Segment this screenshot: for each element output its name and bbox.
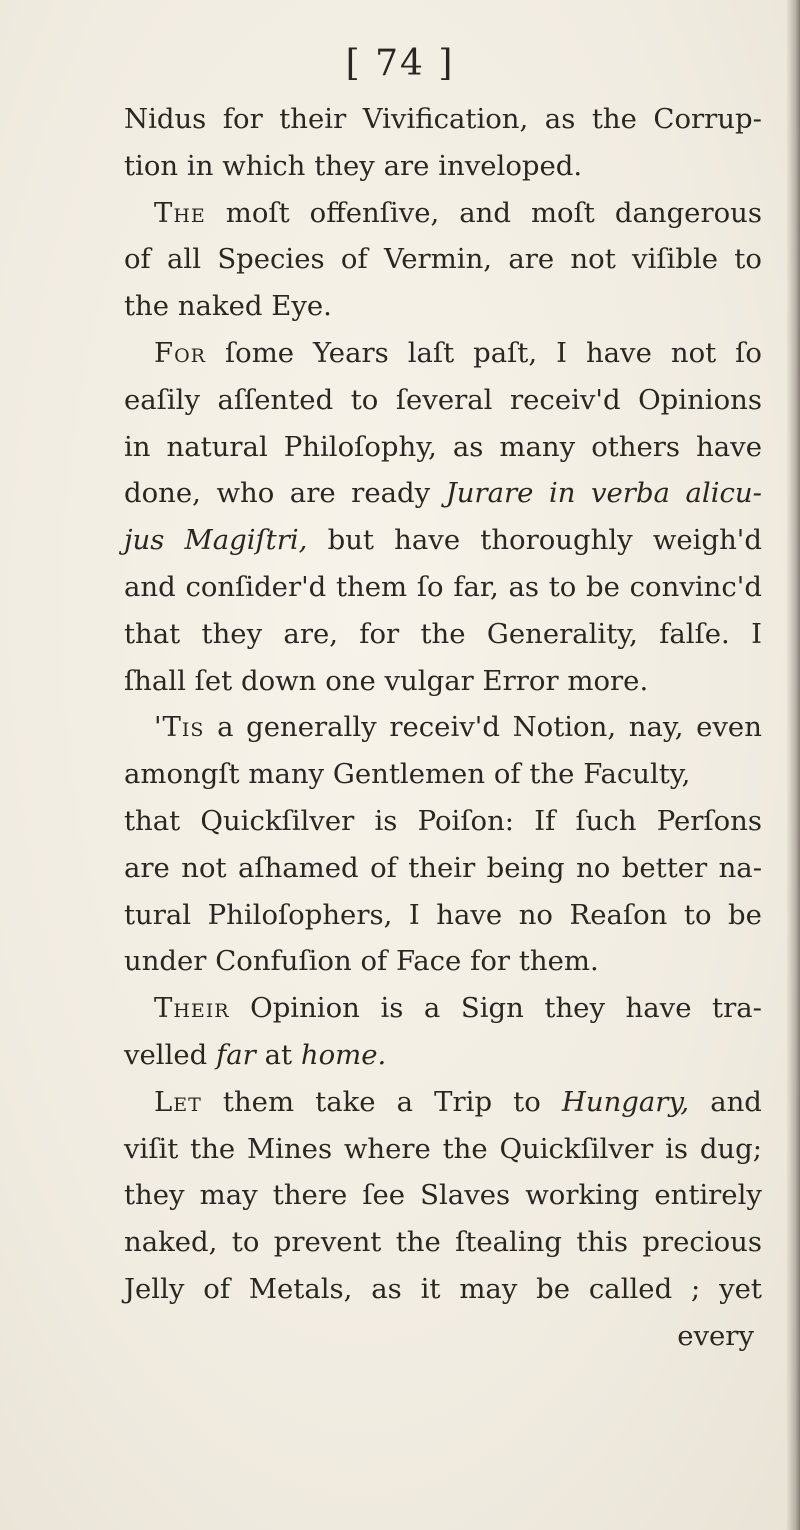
word: the [395, 1226, 441, 1259]
word: are [124, 851, 170, 884]
word: to [350, 383, 379, 416]
text-line [124, 564, 762, 611]
word: in [548, 477, 576, 510]
word: have [625, 992, 692, 1025]
word: of [493, 758, 521, 791]
word: Reaſon [569, 898, 668, 931]
word: aſhamed [238, 851, 359, 884]
text-line [124, 96, 762, 143]
word: of [360, 945, 388, 978]
text-line [124, 985, 762, 1032]
word: Species [217, 243, 325, 276]
word: for [470, 945, 511, 978]
word: be [728, 898, 762, 931]
word: not [181, 851, 227, 884]
word: not [570, 243, 616, 276]
word: dangerous [614, 196, 762, 229]
word: Perſons [656, 804, 762, 837]
word: Error [482, 664, 559, 697]
word: are [289, 477, 336, 510]
word: is [665, 1132, 689, 1165]
word: be [586, 570, 620, 603]
word: ſee [362, 1179, 406, 1212]
text-line [124, 1266, 762, 1313]
word: as [544, 103, 576, 135]
word: called [588, 1272, 673, 1305]
word: even [696, 711, 762, 744]
word: it [420, 1272, 441, 1305]
word: Jelly [124, 1272, 185, 1305]
word: ; [691, 1272, 701, 1305]
word: to [513, 1085, 541, 1118]
word: offenſive, [309, 196, 440, 229]
word: no [576, 851, 611, 884]
word: the [442, 1132, 488, 1165]
word: laſt [407, 336, 455, 369]
word: Magiſtri, [184, 524, 308, 557]
word: ſtealing [455, 1226, 562, 1259]
word: Notion, [512, 711, 617, 744]
word: may [199, 1179, 258, 1212]
word: conſider'd [185, 570, 327, 603]
catchword-line [124, 1313, 762, 1360]
text-line [124, 704, 762, 751]
word: they [201, 617, 263, 650]
word: moſt [530, 196, 595, 229]
word: jus [124, 524, 165, 557]
text-line [124, 377, 762, 424]
word: If [534, 804, 556, 837]
word: Generality, [486, 617, 638, 650]
word: far, [453, 570, 499, 603]
text-line [124, 1079, 762, 1126]
text-line [124, 1219, 762, 1266]
word: where [343, 1132, 431, 1165]
word: the [591, 103, 637, 135]
word: better [621, 851, 708, 884]
word: they [124, 1179, 185, 1212]
text-line [124, 143, 762, 190]
text-line [124, 1172, 762, 1219]
text-line [124, 283, 762, 330]
word: ſhall [124, 664, 186, 697]
word: amongſt [124, 758, 240, 791]
word: of [124, 243, 151, 276]
page-number: [ 74 ] [345, 43, 455, 84]
word: vulgar [384, 664, 474, 697]
word: as [508, 570, 539, 603]
word: Quickſilver [499, 1132, 654, 1165]
word: as [371, 1272, 402, 1305]
word: I [751, 617, 762, 650]
word: which [222, 149, 306, 182]
word: Jurare [445, 477, 534, 510]
word: inveloped. [438, 149, 583, 182]
word: The [154, 196, 206, 229]
word: naked, [124, 1226, 218, 1259]
word: Corrup- [653, 103, 762, 135]
word: prevent [273, 1226, 382, 1259]
word: are [508, 243, 555, 276]
word: ſome [224, 336, 295, 369]
word: ſo [416, 570, 444, 603]
word: tural [124, 898, 192, 931]
word: no [518, 898, 553, 931]
word: Opinion [250, 992, 360, 1025]
word: have [696, 430, 762, 463]
word: ready [351, 477, 431, 510]
word: the [190, 1132, 236, 1165]
word: verba [591, 477, 670, 510]
word: Confuſion [215, 945, 352, 978]
word: Trip [434, 1085, 493, 1118]
word: one [325, 664, 376, 697]
word: of [370, 851, 397, 884]
word: Face [396, 945, 462, 978]
text-line [124, 1126, 762, 1173]
text-line [124, 1032, 762, 1079]
word: precious [642, 1226, 762, 1259]
word: this [576, 1226, 629, 1259]
word: Philoſophy, [283, 430, 437, 463]
word: they [314, 149, 375, 182]
word: viſit [124, 1132, 179, 1165]
word: yet [719, 1272, 762, 1305]
word: them. [518, 945, 599, 978]
word: nay, [628, 711, 684, 744]
word: I [408, 898, 420, 931]
word: is [380, 992, 404, 1025]
word: Slaves [420, 1179, 511, 1212]
text-line [124, 798, 762, 845]
word: Gentlemen [332, 758, 486, 791]
word: are, [283, 617, 338, 650]
word: Vermin, [383, 243, 493, 276]
word: under [124, 945, 207, 978]
word: Vivification, [362, 103, 529, 135]
word: have [394, 524, 461, 557]
text-line [124, 611, 762, 658]
word: at [264, 1038, 293, 1071]
word: Quickſilver [200, 804, 355, 837]
body-text [124, 96, 762, 1360]
word: may [459, 1272, 518, 1305]
word: natural [166, 430, 268, 463]
word: have [436, 898, 503, 931]
word: Let [154, 1085, 202, 1118]
text-line [124, 517, 762, 564]
word: being [486, 851, 565, 884]
word: a [217, 711, 234, 744]
word: there [272, 1179, 348, 1212]
word: to [734, 243, 762, 276]
word: as [452, 430, 484, 463]
word: Opinions [638, 383, 762, 416]
word: receiv'd [389, 711, 500, 744]
word: a [396, 1085, 414, 1118]
word: all [167, 243, 202, 276]
word: who [216, 477, 275, 510]
word: na- [718, 851, 762, 884]
word: Metals, [248, 1272, 353, 1305]
word: thoroughly [480, 524, 633, 557]
word: be [536, 1272, 571, 1305]
text-line [124, 330, 762, 377]
word: tra- [712, 992, 762, 1025]
word: of [203, 1272, 231, 1305]
word: Hungary, [561, 1085, 690, 1118]
word: ſo [735, 336, 762, 369]
word: Their [154, 992, 230, 1025]
word: Eye. [271, 290, 332, 323]
word: that [124, 804, 181, 837]
text-line [124, 236, 762, 283]
word: far [216, 1038, 256, 1071]
word: the [420, 617, 466, 650]
word: in [186, 149, 214, 182]
text-line [124, 845, 762, 892]
word: take [315, 1085, 376, 1118]
word: Years [313, 336, 389, 369]
word: of [340, 243, 368, 276]
word: the [529, 758, 575, 791]
word: others [591, 430, 681, 463]
word: in [124, 430, 151, 463]
word: more. [567, 664, 649, 697]
word: for [359, 617, 400, 650]
word: entirely [654, 1179, 762, 1212]
word: Sign [460, 992, 524, 1025]
word: ſeveral [395, 383, 493, 416]
word: to [548, 570, 577, 603]
page-edge-shadow [786, 0, 800, 1530]
word: 'Tis [154, 711, 205, 744]
word: them [222, 1085, 295, 1118]
word: but [327, 524, 374, 557]
word: their [279, 103, 347, 135]
word: is [374, 804, 398, 837]
word: and [124, 570, 176, 603]
word: that [124, 617, 181, 650]
word: I [556, 336, 567, 369]
word: Nidus [124, 103, 207, 135]
word: not [670, 336, 717, 369]
word: dug; [699, 1132, 762, 1165]
word: them [336, 570, 408, 603]
word: convinc'd [629, 570, 762, 603]
word: viſible [632, 243, 719, 276]
word: and [710, 1085, 762, 1118]
word: paſt, [473, 336, 538, 369]
text-line [124, 892, 762, 939]
word: ſuch [575, 804, 637, 837]
word: and [459, 196, 511, 229]
word: the [124, 290, 170, 323]
word: many [248, 758, 325, 791]
text-line [124, 658, 762, 705]
word: they [544, 992, 605, 1025]
word: are [383, 149, 430, 182]
text-line [124, 424, 762, 471]
word: Poiſon: [417, 804, 515, 837]
word: falſe. [659, 617, 730, 650]
catchword: every [677, 1319, 754, 1352]
word: moſt [225, 196, 290, 229]
word: for [222, 103, 263, 135]
word: have [585, 336, 652, 369]
word: receiv'd [510, 383, 621, 416]
word: eaſily [124, 383, 200, 416]
word: naked [177, 290, 263, 323]
word: many [499, 430, 576, 463]
word: working [525, 1179, 640, 1212]
word: alicu- [685, 477, 762, 510]
word: aſſented [217, 383, 334, 416]
word: Mines [247, 1132, 333, 1165]
word: to [231, 1226, 260, 1259]
word: their [408, 851, 476, 884]
word: to [683, 898, 712, 931]
word: ſet [194, 664, 233, 697]
word: a [423, 992, 441, 1025]
text-line [124, 190, 762, 237]
word: Philoſophers, [207, 898, 393, 931]
word: done, [124, 477, 201, 510]
word: For [154, 336, 206, 369]
word: home. [300, 1038, 387, 1071]
word: down [240, 664, 317, 697]
text-line [124, 751, 762, 798]
word: weigh'd [652, 524, 762, 557]
text-line [124, 938, 762, 985]
word: velled [124, 1038, 208, 1071]
word: tion [124, 149, 179, 182]
word: generally [246, 711, 377, 744]
text-line [124, 470, 762, 517]
word: Faculty, [583, 758, 691, 791]
